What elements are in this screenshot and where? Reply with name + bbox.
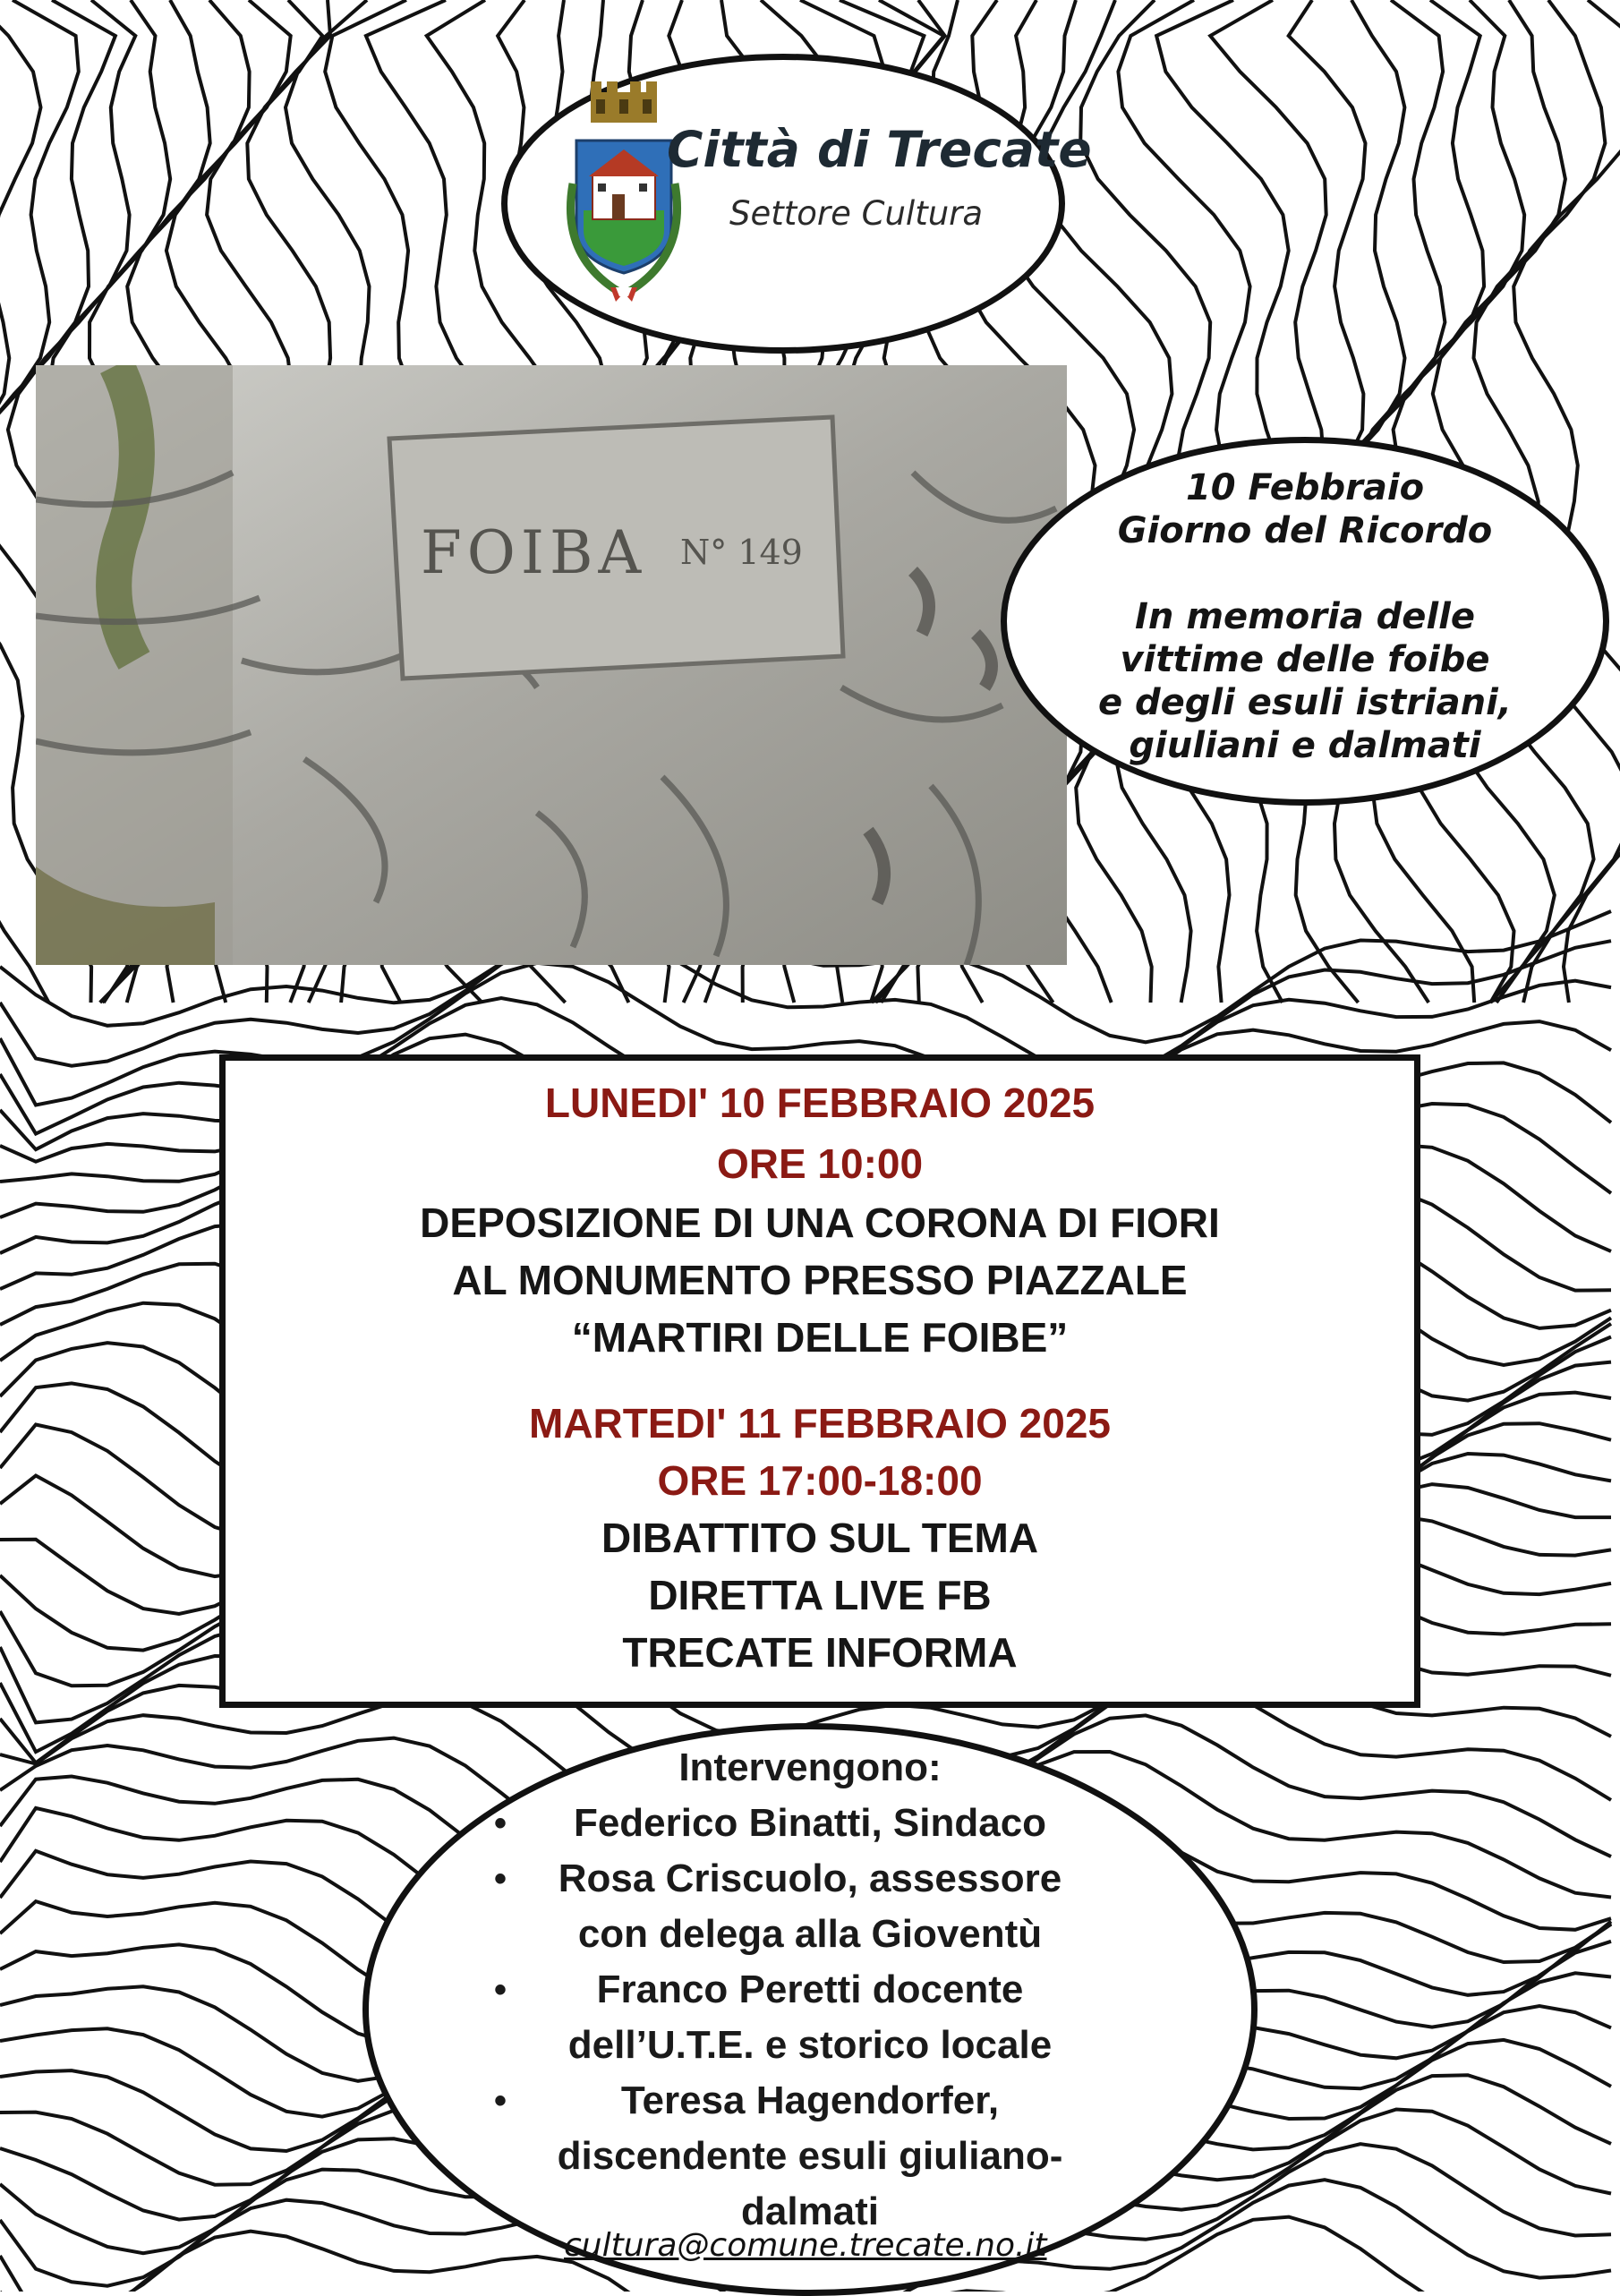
memorial-day-name: Giorno del Ricordo (1007, 509, 1603, 552)
header-logo-oval (501, 54, 1065, 354)
plaque-number: N° 149 (680, 533, 803, 572)
bullet-icon: • (494, 2073, 507, 2129)
event-2-date: MARTEDI' 11 FEBBRAIO 2025 (226, 1399, 1414, 1447)
event-1-description: DEPOSIZIONE DI UNA CORONA DI FIORI (226, 1199, 1414, 1247)
city-crest-icon (557, 76, 691, 309)
speaker-line: Franco Peretti docente (597, 1967, 1024, 2011)
events-schedule-box (219, 1054, 1420, 1708)
speakers-heading: Intervengono: (369, 1740, 1251, 1796)
memorial-dedication-line: In memoria delle (1007, 595, 1603, 638)
city-title: Città di Trecate (667, 121, 1092, 178)
speaker-line: dell’U.T.E. e storico locale (568, 2023, 1052, 2067)
speaker-line: Teresa Hagendorfer, (621, 2078, 999, 2122)
event-2-description: DIRETTA LIVE FB (226, 1571, 1414, 1619)
bullet-icon: • (494, 1851, 507, 1907)
speakers-oval (362, 1723, 1258, 2296)
memorial-dedication-line: vittime delle foibe (1007, 638, 1603, 681)
event-1-date: LUNEDI' 10 FEBBRAIO 2025 (226, 1079, 1414, 1127)
speaker-line: Rosa Criscuolo, assessore (558, 1856, 1062, 1900)
speaker-line: discendente esuli giuliano- (558, 2134, 1063, 2178)
event-1-time: ORE 10:00 (226, 1139, 1414, 1188)
department-subtitle: Settore Cultura (729, 194, 983, 233)
bullet-icon: • (494, 1962, 507, 2018)
memorial-date: 10 Febbraio (1007, 466, 1603, 509)
speaker-line: con delega alla Gioventù (578, 1912, 1042, 1956)
memorial-day-oval (1001, 437, 1609, 806)
memorial-dedication-line: giuliani e dalmati (1007, 724, 1603, 767)
contact-email-link[interactable]: cultura@comune.trecate.no.it (564, 2227, 1047, 2264)
event-2-time: ORE 17:00-18:00 (226, 1456, 1414, 1505)
foiba-memorial-photo (36, 365, 1067, 965)
plaque-word: FOIBA (421, 518, 646, 587)
bullet-icon: • (494, 1796, 507, 1851)
event-1-description: “MARTIRI DELLE FOIBE” (226, 1313, 1414, 1361)
speaker-line: dalmati (741, 2189, 879, 2233)
event-1-description: AL MONUMENTO PRESSO PIAZZALE (226, 1256, 1414, 1304)
event-2-description: DIBATTITO SUL TEMA (226, 1514, 1414, 1562)
event-2-description: TRECATE INFORMA (226, 1628, 1414, 1677)
memorial-dedication-line: e degli esuli istriani, (1007, 681, 1603, 724)
speaker-line: Federico Binatti, Sindaco (574, 1801, 1046, 1845)
